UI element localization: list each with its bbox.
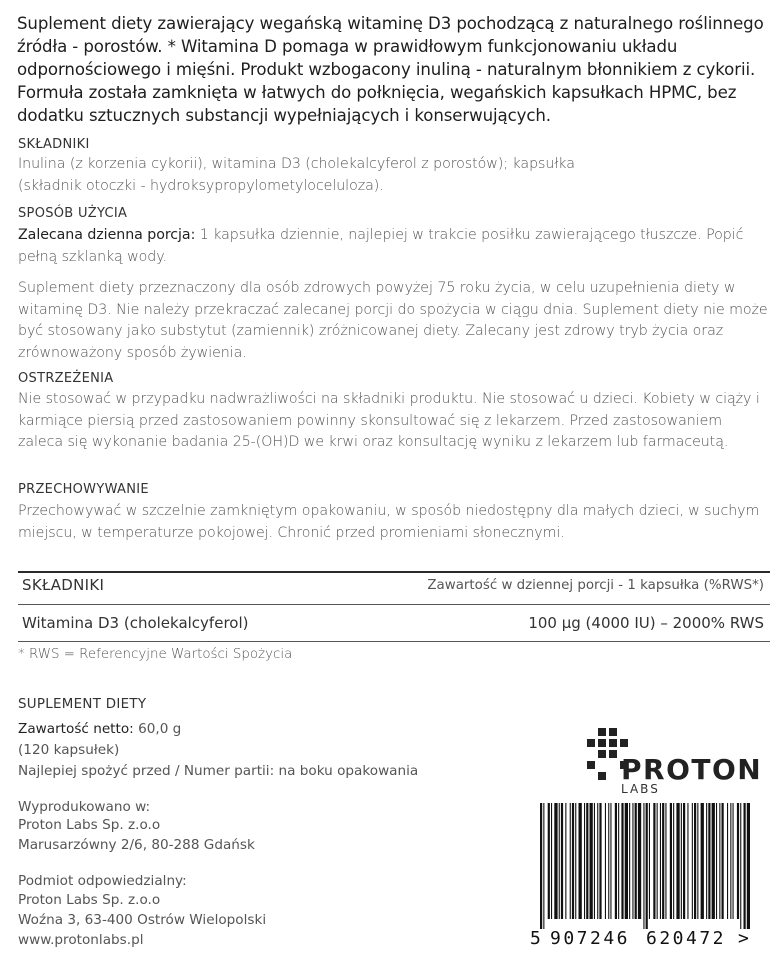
ean-digits-left: 907246 [550, 928, 631, 949]
usage-heading: SPOSÓB UŻYCIA [18, 206, 128, 221]
responsible-address: Woźna 3, 63-400 Ostrów Wielopolski [18, 912, 267, 928]
ean-digits-right: 620472 [646, 928, 727, 949]
barcode-bar [727, 803, 728, 919]
storage-heading: PRZECHOWYWANIE [18, 482, 149, 497]
barcode-bar [733, 803, 734, 919]
barcode-bar [670, 803, 672, 919]
barcode-bar [621, 803, 623, 919]
supplement-heading: SUPLEMENT DIETY [18, 697, 147, 712]
barcode-bar [597, 803, 598, 919]
barcode-bar [548, 803, 550, 919]
barcode-bar [586, 803, 588, 919]
barcode-bar [662, 803, 664, 919]
barcode-bar [701, 803, 704, 919]
barcode-bar [660, 803, 661, 919]
barcode-bar [653, 803, 655, 919]
usage-dose [18, 225, 768, 268]
ingredients-text: Inulina (z korzenia cykorii), witamina D3 (cholekalcyferol z porostów); kapsułka (składnik otoczki - hydroksypropylometyloceluloza). [18, 156, 575, 194]
barcode-bar [610, 803, 611, 919]
barcode-bar [635, 803, 637, 919]
warnings-heading: OSTRZEŻENIA [18, 371, 114, 386]
barcode-bar [638, 803, 641, 919]
barcode-bar [708, 803, 710, 919]
table-col-content: Zawartość w dziennej porcji - 1 kapsułka (%RWS*) [427, 578, 764, 593]
barcode-bar [618, 803, 619, 919]
barcode-bar [561, 803, 563, 919]
table-row-value: 100 µg (4000 IU) – 2000% RWS [528, 614, 764, 632]
barcode-bar [643, 803, 644, 929]
barcode-bar [551, 803, 552, 919]
table-header-rule [18, 604, 770, 605]
barcode-bar [599, 803, 601, 919]
table-bottom-rule [18, 641, 770, 642]
barcode-bar [697, 803, 698, 919]
barcode-bar [570, 803, 571, 919]
barcode-bar [590, 803, 593, 919]
rws-footnote: * RWS = Referencyjne Wartości Spożycia [18, 647, 293, 662]
barcode-bar [572, 803, 574, 919]
barcode-bar [747, 803, 750, 929]
logo-subtitle: LABS [621, 782, 660, 796]
website-link[interactable]: www.protonlabs.pl [18, 932, 144, 948]
responsible-label: Podmiot odpowiedzialny: [18, 873, 187, 889]
made-company: Proton Labs Sp. z.o.o [18, 817, 161, 833]
barcode-bar [646, 803, 648, 929]
storage-text: Przechowywać w szczelnie zamkniętym opakowaniu, w sposób niedostępny dla małych dzieci, w suchym miejscu, w temperaturze pokojowej. Chronić przed promieniami słonecznymi. [18, 503, 760, 541]
barcode-bar [579, 803, 582, 919]
barcode-bar [692, 803, 693, 919]
barcode-bar [676, 803, 679, 919]
table-row-name: Witamina D3 (cholekalcyferol) [22, 614, 249, 632]
logo-wordmark: PROTON [621, 753, 763, 786]
table-top-rule [18, 571, 770, 573]
barcode-bar [673, 803, 674, 919]
net-value: 60,0 g [133, 721, 182, 737]
made-in-label: Wyprodukowano w: [18, 799, 151, 815]
barcode-icon [538, 803, 750, 929]
table-col-ingredients: SKŁADNIKI [22, 576, 105, 594]
barcode-bar [722, 803, 724, 919]
net-label: Zawartość netto: [18, 721, 134, 737]
barcode-bar [737, 803, 739, 919]
barcode-bar [625, 803, 628, 919]
barcode-bar [712, 803, 715, 919]
barcode-bar [615, 803, 617, 919]
barcode-bar [584, 803, 585, 919]
made-address: Marusarzówny 2/6, 80-288 Gdańsk [18, 837, 255, 853]
best-before: Najlepiej spożyć przed / Numer partii: na boku opakowania [18, 763, 419, 779]
barcode-bar [716, 803, 717, 919]
barcode-bar [608, 803, 609, 919]
barcode-bar [730, 803, 731, 919]
warnings-text: Nie stosować w przypadku nadwrażliwości na składniki produktu. Nie stosować u dzieci. Kobiety w ciąży i karmiące piersią przed zastosowaniem powinny skonsultować się z lekarzem. Przed zastosowaniem zaleca się wykonanie badania 25-(OH)D we krwi oraz konsultację wyniku z lekarzem lub farmaceutą. [18, 391, 760, 450]
barcode-bar [719, 803, 720, 919]
ingredients-heading: SKŁADNIKI [18, 137, 90, 152]
barcode-bar [565, 803, 566, 919]
capsule-count: (120 kapsułek) [18, 742, 120, 758]
barcode-bar [657, 803, 658, 919]
net-content [18, 719, 538, 740]
product-description: Suplement diety zawierający wegańską witaminę D3 pochodzącą z naturalnego roślinnego źródła - porostów. * Witamina D pomaga w prawidłowym funkcjonowaniu układu odpornościowego i mięśni. Produkt wzbogacony inuliną - naturalnym błonnikiem z cykorii. Formuła została zamknięta w łatwych do połknięcia, wegańskich kapsułkach HPMC, bez dodatku sztucznych substancji wypełniających i konserwujących. [17, 14, 764, 125]
barcode-bar [694, 803, 696, 919]
dose-label: Zalecana dzienna porcja: [18, 227, 196, 243]
barcode-bar [540, 803, 542, 929]
barcode-bar [575, 803, 576, 919]
barcode-bar [632, 803, 633, 919]
barcode-bar [681, 803, 682, 919]
barcode-bar [744, 803, 746, 929]
barcode-bar [629, 803, 630, 919]
ean-digit-1: 5 [530, 928, 541, 949]
barcode-bar [543, 803, 544, 929]
barcode-bar [649, 803, 650, 919]
barcode-bar [605, 803, 606, 919]
barcode-bar [594, 803, 595, 919]
barcode-bar [687, 803, 688, 919]
barcode-bar [706, 803, 707, 919]
usage-text: Suplement diety przeznaczony dla osób zdrowych powyżej 75 roku życia, w celu uzupełnienia diety w witaminę D3. Nie należy przekraczać zalecanej porcji do spożycia w ciągu dnia. Suplement diety nie może być stosowany jako substytut (zamiennik) zróżnicowanej diety. Zalecany jest zdrowy tryb życia oraz zrównoważony sposób żywienia. [18, 280, 768, 361]
barcode-bar [559, 803, 560, 919]
ean-arrow: > [738, 928, 749, 949]
barcode-bar [740, 803, 741, 929]
barcode-bar [665, 803, 666, 919]
barcode-bar [554, 803, 557, 919]
dose-text: 1 kapsułka dziennie, najlepiej w trakcie posiłku zawierającego tłuszcze. Popić pełną szklanką wody. [18, 227, 744, 265]
responsible-company: Proton Labs Sp. z.o.o [18, 892, 161, 908]
barcode-bar [683, 803, 685, 919]
